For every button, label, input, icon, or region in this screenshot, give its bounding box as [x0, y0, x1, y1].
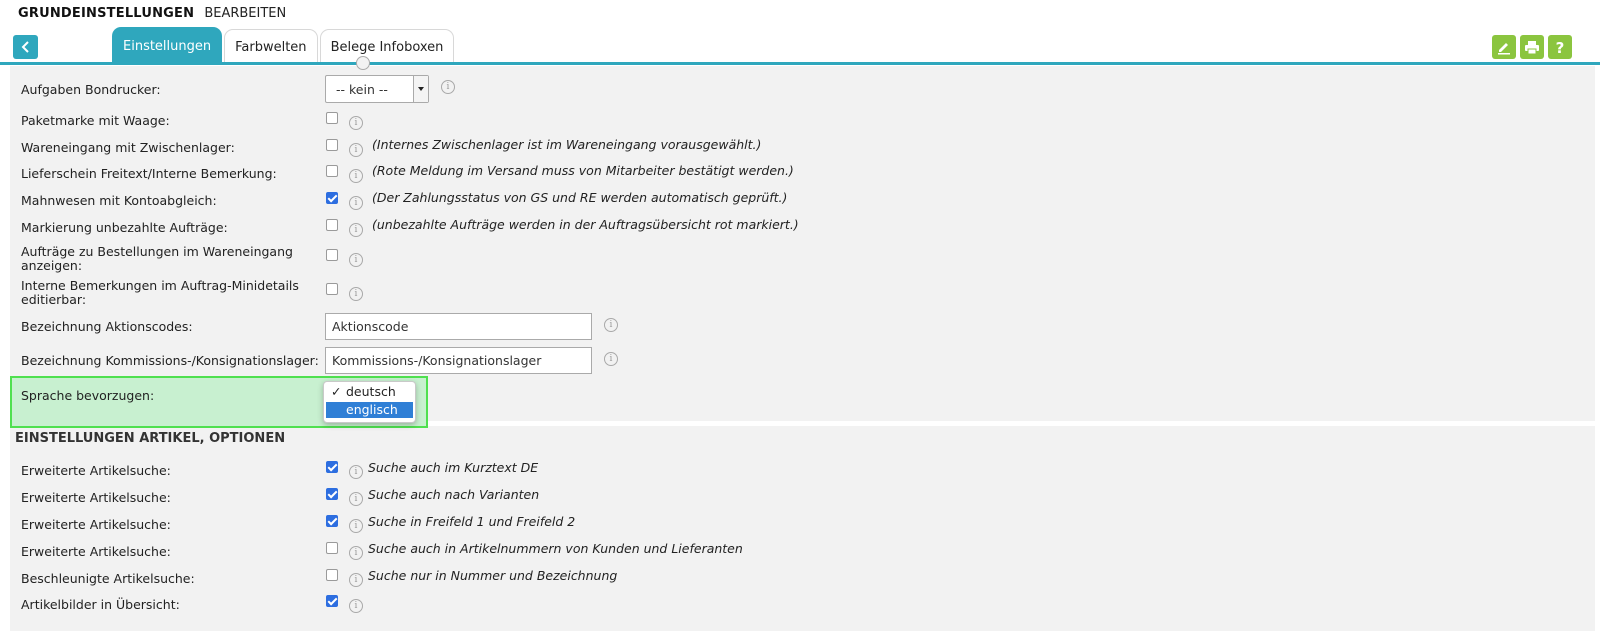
setting-label: Wareneingang mit Zwischenlager: — [21, 140, 235, 155]
language-dropdown[interactable] — [323, 381, 416, 423]
setting-hint: (Rote Meldung im Versand muss von Mitarbeiter bestätigt werden.) — [372, 163, 794, 178]
checkbox-checked[interactable] — [326, 192, 338, 204]
info-icon[interactable]: i — [349, 573, 363, 587]
setting-label: Markierung unbezahlte Aufträge: — [21, 220, 228, 235]
top-bar — [0, 0, 1600, 66]
setting-label: Interne Bemerkungen im Auftrag-Minidetails editierbar: — [21, 278, 299, 307]
checkbox[interactable] — [326, 112, 338, 124]
info-icon[interactable]: i — [349, 519, 363, 533]
aktionscodes-input[interactable]: Aktionscode — [325, 313, 592, 340]
setting-label: Paketmarke mit Waage: — [21, 113, 170, 128]
checkbox[interactable] — [326, 542, 338, 554]
tab-einstellungen[interactable]: Einstellungen — [112, 27, 222, 64]
setting-hint: Suche nur in Nummer und Bezeichnung — [368, 568, 618, 583]
kommission-input[interactable]: Kommissions-/Konsignationslager — [325, 347, 592, 374]
setting-label: Artikelbilder in Übersicht: — [21, 597, 180, 612]
checkbox-checked[interactable] — [326, 461, 338, 473]
info-icon[interactable] — [356, 56, 370, 70]
setting-label: Aufträge zu Bestellungen im Wareneingang anzeigen: — [21, 244, 293, 273]
bondrucker-select[interactable] — [325, 75, 429, 103]
info-icon[interactable]: i — [349, 465, 363, 479]
toolbar — [1492, 35, 1572, 59]
checkbox[interactable] — [326, 165, 338, 177]
setting-label: Mahnwesen mit Kontoabgleich: — [21, 193, 217, 208]
help-button[interactable] — [1548, 35, 1572, 59]
language-option-englisch[interactable] — [326, 402, 413, 418]
setting-hint: Suche auch im Kurztext DE — [368, 460, 539, 475]
print-button[interactable] — [1520, 35, 1544, 59]
info-icon[interactable]: i — [349, 287, 363, 301]
edit-icon — [1496, 39, 1512, 55]
page-title — [18, 6, 286, 21]
page-title-main: GRUNDEINSTELLUNGEN — [18, 6, 195, 21]
setting-label: Erweiterte Artikelsuche: — [21, 463, 171, 478]
checkbox[interactable] — [326, 283, 338, 295]
setting-label: Sprache bevorzugen: — [21, 388, 155, 403]
info-icon[interactable]: i — [349, 492, 363, 506]
info-icon[interactable]: i — [349, 599, 363, 613]
info-icon[interactable]: i — [441, 80, 455, 94]
page-title-sub: BEARBEITEN — [204, 6, 287, 21]
checkmark-icon: ✓ — [331, 384, 342, 399]
checkbox[interactable] — [326, 249, 338, 261]
checkbox[interactable] — [326, 569, 338, 581]
info-icon[interactable]: i — [604, 352, 618, 366]
info-icon[interactable]: i — [604, 318, 618, 332]
section-title: EINSTELLUNGEN ARTIKEL, OPTIONEN — [15, 431, 286, 446]
chevron-left-icon — [21, 41, 31, 53]
chevron-down-icon[interactable] — [413, 76, 428, 102]
setting-hint: Suche auch nach Varianten — [368, 487, 540, 502]
info-icon[interactable]: i — [349, 546, 363, 560]
setting-label: Erweiterte Artikelsuche: — [21, 544, 171, 559]
option-label: englisch — [346, 402, 398, 417]
svg-text:?: ? — [1555, 39, 1565, 55]
option-label: deutsch — [346, 384, 396, 399]
setting-label: Aufgaben Bondrucker: — [21, 82, 161, 97]
select-value: -- kein -- — [336, 82, 388, 97]
setting-label: Beschleunigte Artikelsuche: — [21, 571, 195, 586]
setting-hint: (Internes Zwischenlager ist im Wareneingang vorausgewählt.) — [372, 137, 762, 152]
info-icon[interactable]: i — [349, 143, 363, 157]
setting-hint: Suche auch in Artikelnummern von Kunden und Lieferanten — [368, 541, 743, 556]
setting-hint: Suche in Freifeld 1 und Freifeld 2 — [368, 514, 576, 529]
help-icon — [1552, 39, 1568, 55]
checkbox-checked[interactable] — [326, 488, 338, 500]
info-icon[interactable]: i — [349, 196, 363, 210]
info-icon[interactable]: i — [349, 253, 363, 267]
checkbox[interactable] — [326, 219, 338, 231]
tab-underline — [0, 62, 1600, 65]
setting-label: Lieferschein Freitext/Interne Bemerkung: — [21, 166, 277, 181]
info-icon[interactable]: i — [349, 169, 363, 183]
print-icon — [1524, 39, 1540, 55]
edit-button[interactable] — [1492, 35, 1516, 59]
back-button[interactable] — [13, 35, 38, 59]
checkbox[interactable] — [326, 139, 338, 151]
tab-farbwelten[interactable]: Farbwelten — [224, 29, 317, 64]
tab-bar — [112, 27, 454, 64]
setting-label: Bezeichnung Kommissions-/Konsignationslager: — [21, 353, 319, 368]
checkbox-checked[interactable] — [326, 595, 338, 607]
setting-label: Bezeichnung Aktionscodes: — [21, 319, 193, 334]
setting-hint: (unbezahlte Aufträge werden in der Auftragsübersicht rot markiert.) — [372, 217, 799, 232]
setting-label: Erweiterte Artikelsuche: — [21, 517, 171, 532]
language-option-deutsch[interactable] — [326, 384, 413, 400]
info-icon[interactable]: i — [349, 116, 363, 130]
setting-hint: (Der Zahlungsstatus von GS und RE werden automatisch geprüft.) — [372, 190, 788, 205]
info-icon[interactable]: i — [349, 223, 363, 237]
setting-label: Erweiterte Artikelsuche: — [21, 490, 171, 505]
tab-belege-infoboxen[interactable]: Belege Infoboxen — [320, 29, 455, 64]
checkbox-checked[interactable] — [326, 515, 338, 527]
